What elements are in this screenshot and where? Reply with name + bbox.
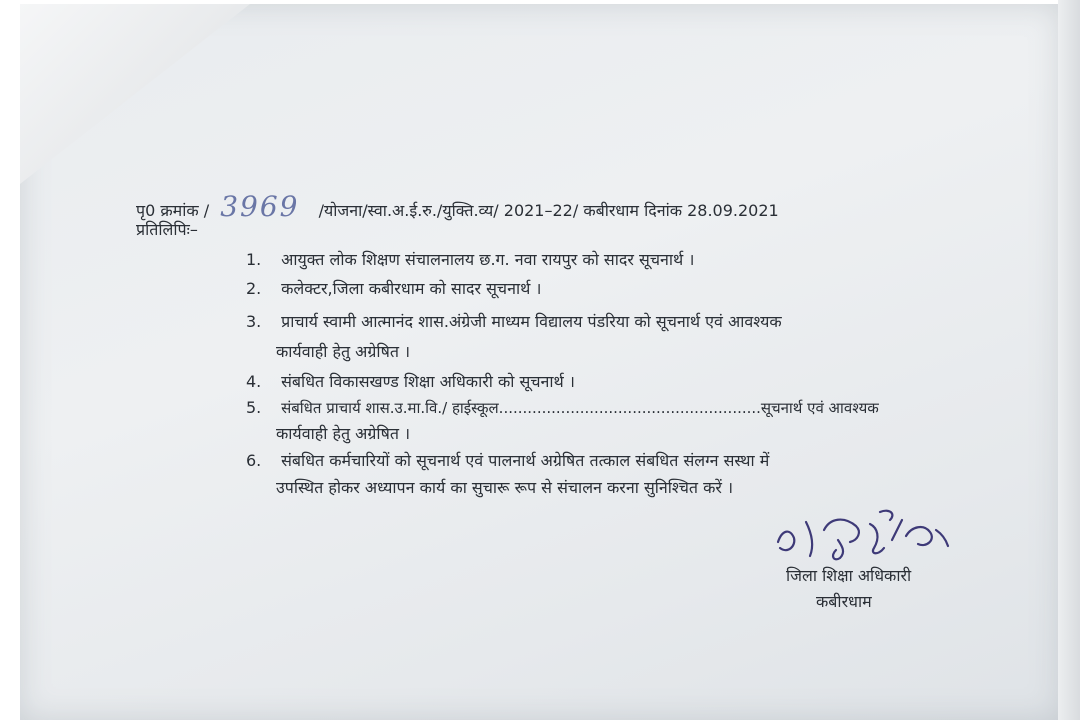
item-text: संबधित विकासखण्ड शिक्षा अधिकारी को सूचनार्थ ।	[281, 372, 575, 391]
item-number: 6.	[246, 451, 262, 470]
signatory-designation: जिला शिक्षा अधिकारी	[786, 566, 912, 585]
list-item	[246, 449, 769, 471]
list-item	[246, 248, 694, 270]
item-text-continued: उपस्थित होकर अध्यापन कार्य का सुचारू रूप से संचालन करना सुनिश्चित करें ।	[276, 478, 734, 497]
handwritten-signature	[760, 500, 960, 570]
ref-suffix: /योजना/स्वा.अ.ई.रु./युक्ति.व्य/ 2021–22/ कबीरधाम दिनांक 28.09.2021	[318, 201, 779, 220]
list-item	[246, 310, 782, 332]
list-item	[246, 370, 575, 392]
item-text: आयुक्त लोक शिक्षण संचालनालय छ.ग. नवा रायपुर को सादर सूचनार्थ ।	[281, 250, 695, 269]
item-text: संबधित प्राचार्य शास.उ.मा.वि./ हाईस्कूल.......................................................सूचनार्थ एवं आवश्यक	[281, 399, 879, 417]
item-number: 5.	[246, 398, 262, 417]
item-text: प्राचार्य स्वामी आत्मानंद शास.अंग्रेजी माध्यम विद्यालय पंडरिया को सूचनार्थ एवं आवश्यक	[281, 312, 782, 331]
ref-prefix: पृ0 क्रमांक /	[136, 201, 210, 220]
item-number: 3.	[246, 312, 262, 331]
signatory-place: कबीरधाम	[816, 592, 872, 611]
item-text-continued: कार्यवाही हेतु अग्रेषित ।	[276, 342, 411, 361]
list-item	[246, 398, 879, 418]
item-text: संबधित कर्मचारियों को सूचनार्थ एवं पालनार्थ अग्रेषित तत्काल संबधित संलग्न सस्था में	[281, 451, 770, 470]
item-text-continued: कार्यवाही हेतु अग्रेषित ।	[276, 424, 411, 443]
reference-line	[136, 190, 779, 223]
item-text: कलेक्टर,जिला कबीरधाम को सादर सूचनार्थ ।	[281, 279, 542, 298]
item-number: 1.	[246, 250, 262, 269]
list-item	[246, 277, 541, 299]
copy-label: प्रतिलिपिः–	[136, 220, 198, 239]
item-number: 4.	[246, 372, 262, 391]
item-number: 2.	[246, 279, 262, 298]
handwritten-ref-number: 3969	[220, 190, 300, 223]
